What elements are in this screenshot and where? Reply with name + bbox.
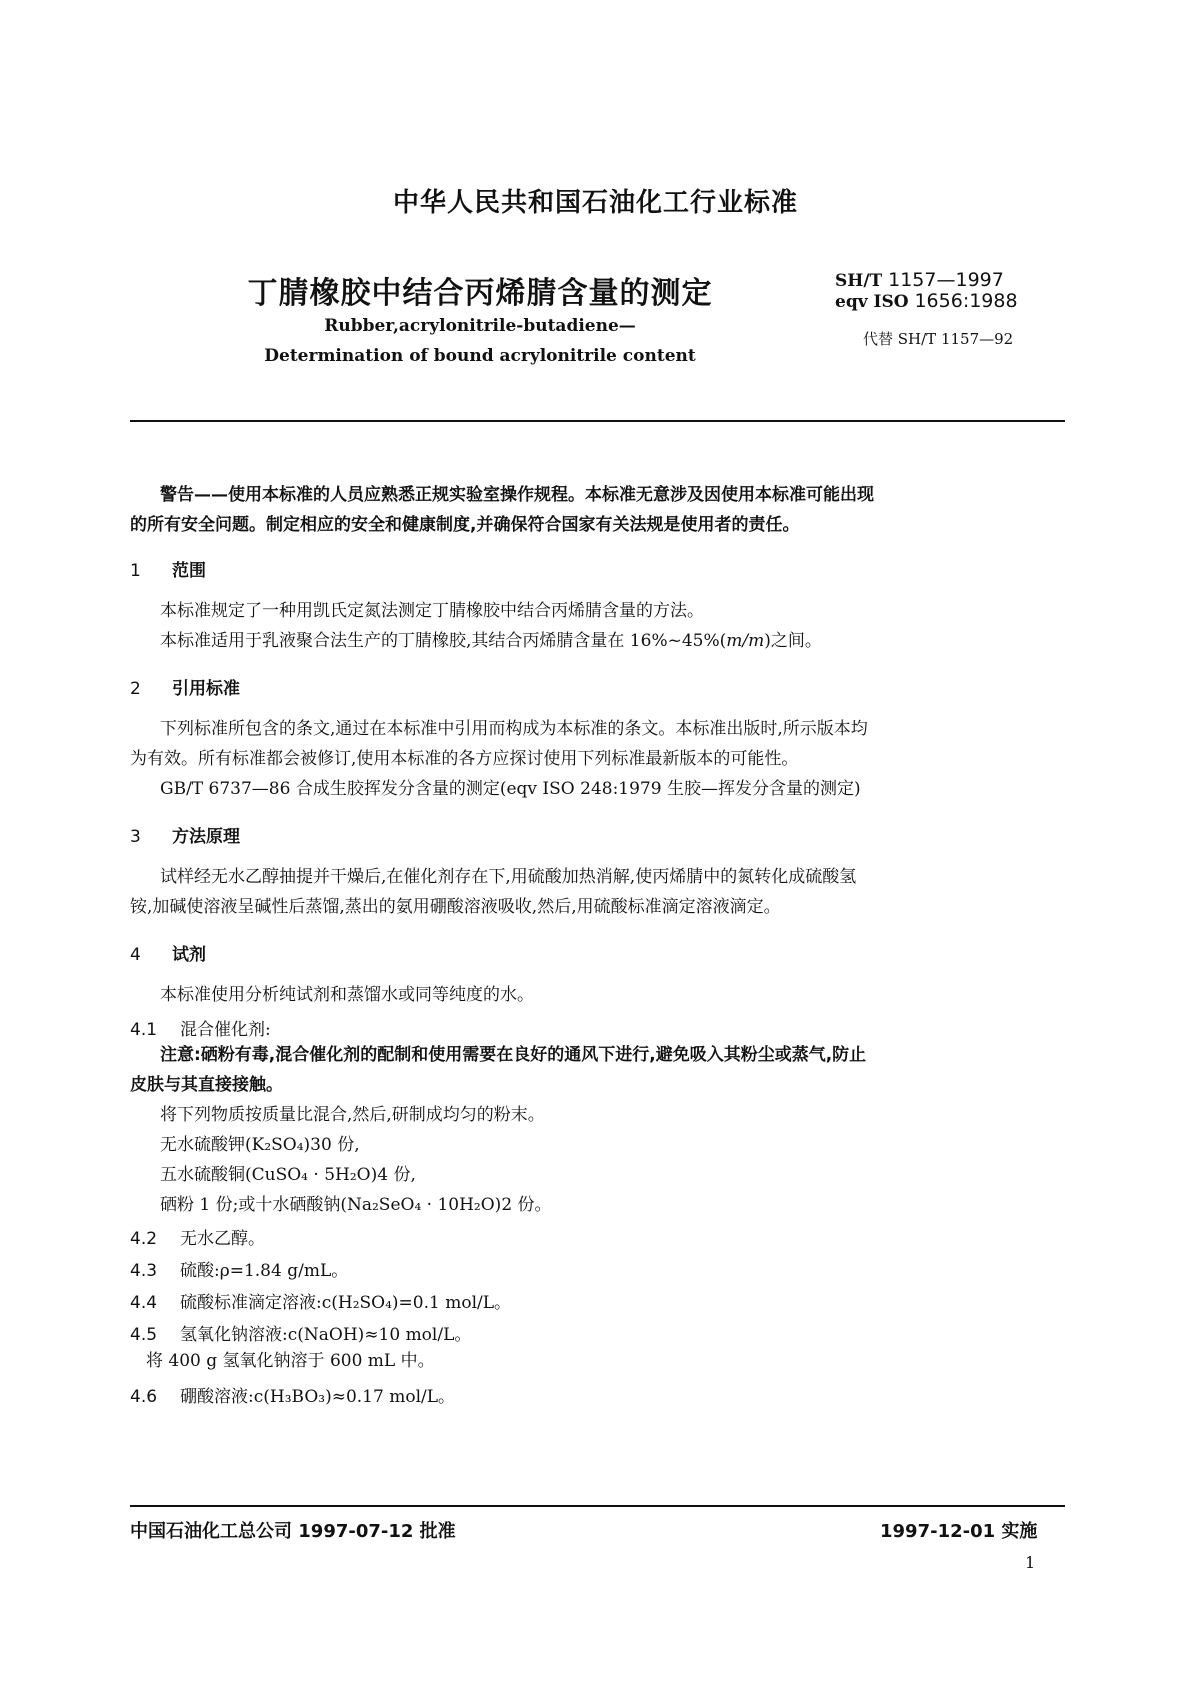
section-number: 2 bbox=[130, 679, 141, 699]
mass-ratio: m/m bbox=[726, 631, 765, 651]
item-text: 混合催化剂: bbox=[180, 1020, 271, 1040]
item-number: 4.4 bbox=[130, 1293, 158, 1313]
doc-title: 丁腈橡胶中结合丙烯腈含量的测定 bbox=[247, 276, 713, 311]
warning-line2: 的所有安全问题。制定相应的安全和健康制度,并确保符合国家有关法规是使用者的责任。 bbox=[130, 515, 800, 535]
item-number: 4.3 bbox=[130, 1261, 158, 1281]
para-text-end: )之间。 bbox=[764, 631, 822, 651]
safety-note-line1: 注意:硒粉有毒,混合催化剂的配制和使用需要在良好的通风下进行,避免吸入其粉尘或蒸气,防止 bbox=[160, 1045, 867, 1065]
section-3-line2: 铵,加碱使溶液呈碱性后蒸馏,蒸出的氨用硼酸溶液吸收,然后,用硫酸标准滴定溶液滴定。 bbox=[130, 897, 781, 917]
item-4-3 bbox=[130, 1256, 348, 1281]
item-number: 4.1 bbox=[130, 1020, 158, 1040]
ingredient-cuso4: 五水硫酸铜(CuSO₄ · 5H₂O)4 份, bbox=[160, 1165, 416, 1185]
item-4-5-note: 将 400 g 氢氧化钠溶于 600 mL 中。 bbox=[146, 1351, 435, 1371]
item-4-2 bbox=[130, 1224, 265, 1249]
footer-rule bbox=[130, 1505, 1065, 1507]
section-number: 1 bbox=[130, 561, 141, 581]
section-title: 范围 bbox=[172, 561, 206, 581]
item-4-4 bbox=[130, 1288, 511, 1313]
section-2-heading bbox=[130, 674, 240, 699]
item-text: 硫酸:ρ=1.84 g/mL。 bbox=[180, 1261, 349, 1281]
section-1-para2 bbox=[160, 626, 822, 656]
section-3-heading bbox=[130, 822, 240, 847]
para-text: 本标准适用于乳液聚合法生产的丁腈橡胶,其结合丙烯腈含量在 16%~45%( bbox=[160, 631, 727, 651]
section-title: 方法原理 bbox=[172, 827, 240, 847]
english-title-line2: Determination of bound acrylonitrile content bbox=[264, 346, 696, 366]
standard-number-line bbox=[835, 270, 1018, 291]
section-1-para1: 本标准规定了一种用凯氏定氮法测定丁腈橡胶中结合丙烯腈含量的方法。 bbox=[160, 601, 704, 621]
item-text: 氢氧化钠溶液:c(NaOH)≈10 mol/L。 bbox=[180, 1325, 472, 1345]
equivalence-number: 1656:1988 bbox=[914, 290, 1018, 312]
section-number: 4 bbox=[130, 945, 141, 965]
english-title-line1: Rubber,acrylonitrile-butadiene— bbox=[324, 316, 636, 336]
standard-prefix: SH/T bbox=[835, 271, 883, 291]
ingredient-selenium: 硒粉 1 份;或十水硒酸钠(Na₂SeO₄ · 10H₂O)2 份。 bbox=[160, 1195, 552, 1215]
standard-code bbox=[835, 270, 1018, 312]
replaces-standard: 代替 SH/T 1157—92 bbox=[863, 330, 1014, 348]
section-title: 试剂 bbox=[172, 945, 206, 965]
section-1-heading bbox=[130, 556, 206, 581]
section-2-para-line2: 为有效。所有标准都会被修订,使用本标准的各方应探讨使用下列标准最新版本的可能性。 bbox=[130, 749, 799, 769]
item-number: 4.5 bbox=[130, 1325, 158, 1345]
ingredient-k2so4: 无水硫酸钾(K₂SO₄)30 份, bbox=[160, 1135, 360, 1155]
header-rule bbox=[130, 420, 1065, 422]
effective-date: 1997-12-01 实施 bbox=[880, 1521, 1038, 1542]
item-4-1 bbox=[130, 1015, 271, 1040]
standard-number: 1157—1997 bbox=[888, 269, 1004, 291]
item-text: 无水乙醇。 bbox=[180, 1229, 265, 1249]
mixing-instruction: 将下列物质按质量比混合,然后,研制成均匀的粉末。 bbox=[160, 1105, 545, 1125]
section-number: 3 bbox=[130, 827, 141, 847]
safety-note-line2: 皮肤与其直接接触。 bbox=[130, 1075, 283, 1095]
item-text: 硼酸溶液:c(H₃BO₃)≈0.17 mol/L。 bbox=[180, 1387, 456, 1407]
normative-reference: GB/T 6737—86 合成生胶挥发分含量的测定(eqv ISO 248:1979 生胶—挥发分含量的测定) bbox=[160, 779, 861, 799]
item-4-5 bbox=[130, 1320, 471, 1345]
item-number: 4.6 bbox=[130, 1387, 158, 1407]
item-text: 硫酸标准滴定溶液:c(H₂SO₄)=0.1 mol/L。 bbox=[180, 1293, 512, 1313]
item-4-6 bbox=[130, 1382, 455, 1407]
approval-date: 中国石油化工总公司 1997-07-12 批准 bbox=[130, 1521, 456, 1542]
equivalence-line bbox=[835, 291, 1018, 312]
org-title: 中华人民共和国石油化工行业标准 bbox=[392, 188, 798, 218]
page-number: 1 bbox=[1025, 1553, 1036, 1572]
item-number: 4.2 bbox=[130, 1229, 158, 1249]
section-4-heading bbox=[130, 940, 206, 965]
equivalence-prefix: eqv ISO bbox=[835, 292, 909, 312]
section-2-para-line1: 下列标准所包含的条文,通过在本标准中引用而构成为本标准的条文。本标准出版时,所示版本均 bbox=[160, 719, 868, 739]
section-4-intro: 本标准使用分析纯试剂和蒸馏水或同等纯度的水。 bbox=[160, 985, 534, 1005]
section-3-line1: 试样经无水乙醇抽提并干燥后,在催化剂存在下,用硫酸加热消解,使丙烯腈中的氮转化成硫酸氢 bbox=[160, 867, 857, 887]
section-title: 引用标准 bbox=[172, 679, 240, 699]
warning-line1: 警告——使用本标准的人员应熟悉正规实验室操作规程。本标准无意涉及因使用本标准可能出现 bbox=[160, 485, 874, 505]
